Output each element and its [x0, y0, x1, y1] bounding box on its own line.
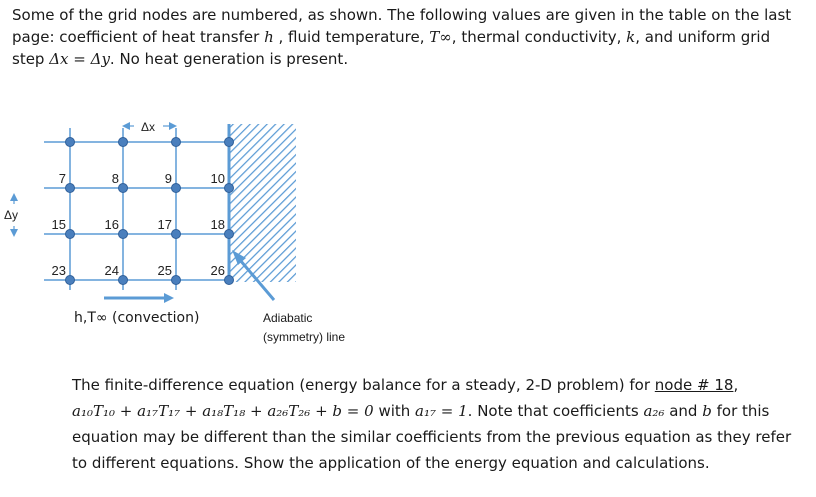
grid-node	[119, 184, 128, 193]
a26-symbol: a₂₆	[643, 402, 665, 420]
symmetry-line-label: (symmetry) line	[263, 330, 346, 344]
node-label-15: 15	[51, 217, 66, 232]
question-text-3: with	[373, 402, 416, 420]
grid-node	[172, 230, 181, 239]
node-label-17: 17	[157, 217, 172, 232]
grid-node	[66, 138, 75, 147]
grid-node	[172, 138, 181, 147]
delta-x-label: Δx	[140, 120, 156, 134]
finite-difference-equation: a₁₀T₁₀ + a₁₇T₁₇ + a₁₈T₁₈ + a₂₆T₂₆ + b = 0	[72, 402, 374, 420]
grid-node	[119, 230, 128, 239]
delta-y-indicator	[4, 195, 18, 235]
node-label-7: 7	[58, 171, 66, 186]
adiabatic-label: Adiabatic	[263, 311, 313, 325]
question-text-4: . Note that coefficients	[467, 402, 644, 420]
dx-dy-expression: Δx = Δy	[49, 50, 110, 68]
h-symbol: h	[264, 28, 274, 46]
node-label-26: 26	[210, 263, 225, 278]
node-label-8: 8	[111, 171, 119, 186]
grid-node	[66, 276, 75, 285]
question-text-5: and	[664, 402, 703, 420]
question-text-6: for this equation may be different than the similar coefficients from the previous equation as they refer to different equations. Show the application of the energy equation and calculations.	[72, 402, 792, 472]
a17-condition: a₁₇ = 1	[415, 402, 468, 420]
b-symbol: b	[702, 402, 712, 420]
grid-node	[225, 138, 234, 147]
grid-lines	[44, 128, 229, 290]
grid-node	[119, 138, 128, 147]
grid-node	[225, 276, 234, 285]
intro-text-3: , thermal conductivity,	[451, 28, 627, 46]
grid-node	[66, 230, 75, 239]
convection-label: h,T∞ (convection)	[74, 310, 200, 326]
grid-node	[225, 184, 234, 193]
k-symbol: k	[626, 28, 636, 46]
node-label-24: 24	[104, 263, 119, 278]
t-inf-symbol: T∞	[429, 28, 452, 46]
node-label-18: 18	[210, 217, 225, 232]
node-label-25: 25	[157, 263, 172, 278]
intro-text-5: . No heat generation is present.	[109, 50, 349, 68]
grid-node	[172, 184, 181, 193]
question-text-2: ,	[733, 376, 739, 394]
grid-node	[66, 184, 75, 193]
convection-arrowhead	[164, 293, 174, 303]
intro-text-2: , fluid temperature,	[273, 28, 430, 46]
grid-nodes	[66, 138, 234, 285]
grid-node	[172, 276, 181, 285]
node-label-10: 10	[210, 171, 225, 186]
grid-node	[225, 230, 234, 239]
node-label-23: 23	[51, 263, 66, 278]
node-label-9: 9	[164, 171, 172, 186]
intro-text-1: Some of the grid nodes are numbered, as shown. The following values are given in the table on the last page: coefficient of heat transfer	[12, 6, 792, 46]
question-text	[72, 372, 802, 476]
grid-node	[119, 276, 128, 285]
question-text-1: The finite-difference equation (energy balance for a steady, 2-D problem) for	[72, 376, 655, 394]
intro-text-4: , and uniform grid step	[12, 28, 771, 68]
node-label-16: 16	[104, 217, 119, 232]
delta-x-indicator	[124, 120, 175, 134]
delta-y-label: Δy	[4, 208, 19, 222]
node-reference: node # 18	[654, 376, 734, 394]
